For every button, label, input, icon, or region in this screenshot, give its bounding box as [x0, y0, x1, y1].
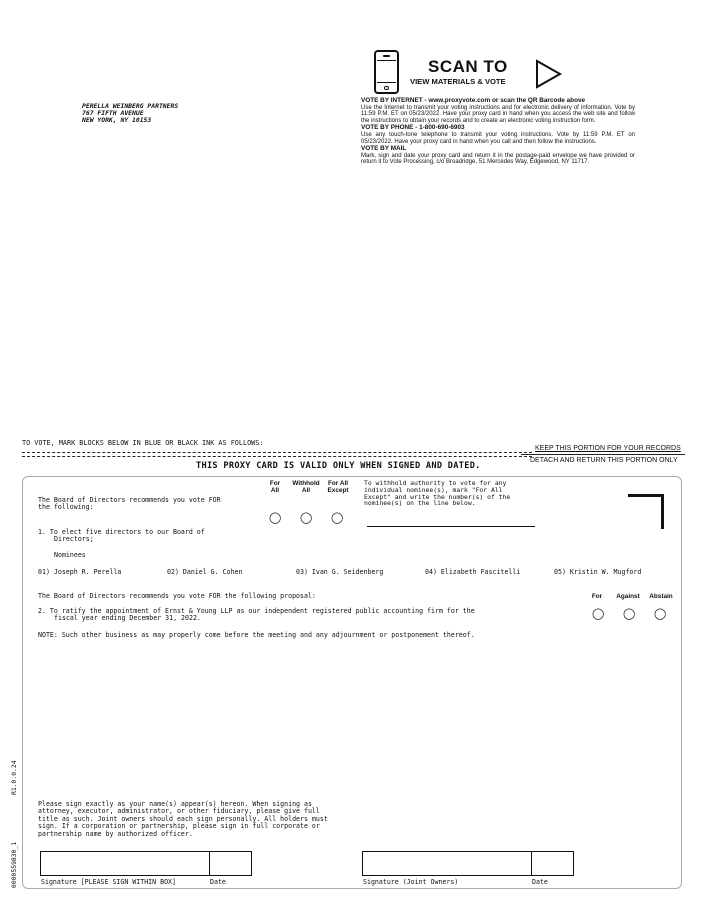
vote-against-oval[interactable]: ◯: [623, 608, 636, 620]
vote-for-oval[interactable]: ◯: [592, 608, 605, 620]
sender-line-1: PERELLA WEINBERG PARTNERS: [82, 102, 179, 110]
vote-abstain-oval[interactable]: ◯: [654, 608, 667, 620]
board-rec-1: The Board of Directors recommends you vote FOR: [38, 496, 221, 504]
vote-for-all-oval[interactable]: ◯: [269, 512, 282, 524]
proposal-1-text: 1. To elect five directors to our Board of: [38, 528, 205, 536]
joint-signature-label: Signature (Joint Owners): [363, 878, 459, 886]
proposal-2-text-cont: fiscal year ending December 31, 2022.: [54, 614, 201, 622]
note-text: NOTE: Such other business as may properly come before the meeting and any adjournment or postponement thereof.: [38, 631, 475, 639]
play-arrow-icon: [535, 59, 563, 89]
board-rec-2: The Board of Directors recommends you vote FOR the following proposal:: [38, 592, 316, 600]
col-against: Against: [616, 593, 640, 600]
smartphone-icon: [374, 50, 399, 94]
proposal-2-text: 2. To ratify the appointment of Ernst & Young LLP as our independent registered public accounting firm for the: [38, 607, 475, 615]
signing-instructions: Please sign exactly as your name(s) appear(s) hereon. When signing as attorney, executor, administrator, or other fiduciary, please give full title as such. Joint owners should each sign personally. All holders must sign. If a corporation or partnership, please sign in full corporate or partnership name by authorized officer.: [38, 800, 328, 838]
joint-signature-box[interactable]: [362, 851, 532, 876]
withhold-instruction: To withhold authority to vote for any individual nominee(s), mark "For All Except" and write the number(s) of the nominee(s) on the line below.: [364, 479, 511, 508]
sender-line-3: NEW YORK, NY 10153: [82, 116, 152, 124]
to-vote-instruction: TO VOTE, MARK BLOCKS BELOW IN BLUE OR BLACK INK AS FOLLOWS:: [22, 439, 264, 447]
tear-line: [22, 452, 532, 453]
phone-text: Use any touch-tone telephone to transmit your voting instructions. Vote by 11:59 P.M. ET on 05/23/2022. Have your proxy card in hand when you call and then follow the instructions.: [361, 131, 635, 145]
keep-divider: [521, 454, 685, 455]
vote-withhold-all-oval[interactable]: ◯: [300, 512, 313, 524]
nominee-item: 01) Joseph R. Perella: [38, 568, 122, 576]
nominee-item: 03) Ivan G. Seidenberg: [296, 568, 384, 576]
nominees-label: Nominees: [54, 551, 86, 559]
valid-notice: THIS PROXY CARD IS VALID ONLY WHEN SIGNED AND DATED.: [196, 461, 481, 471]
col-withhold-all: Withhold All: [292, 480, 320, 494]
vote-for-all-except-oval[interactable]: ◯: [331, 512, 344, 524]
nominee-item: 05) Kristin W. Mugford: [554, 568, 642, 576]
board-rec-1b: the following:: [38, 503, 94, 511]
sender-address: [82, 103, 178, 124]
col-for-all-except: For All Except: [327, 480, 349, 494]
version-code: R1.0.0.24: [10, 760, 18, 795]
nominee-item: 02) Daniel G. Cohen: [167, 568, 243, 576]
keep-portion-label: KEEP THIS PORTION FOR YOUR RECORDS: [535, 445, 681, 452]
control-code: 0000559830_1: [10, 841, 18, 888]
detach-portion-label: DETACH AND RETURN THIS PORTION ONLY: [530, 457, 678, 464]
nominee-item: 04) Elizabeth Fascitelli: [425, 568, 521, 576]
signature-box[interactable]: [40, 851, 210, 876]
internet-text: Use the Internet to transmit your voting instructions and for electronic delivery of information. Vote by 11:59 P.M. ET on 05/23/2022. Have your proxy card in hand when you access the web site and follow the instructions to obtain your records and to create an electronic voting instruction form.: [361, 104, 635, 124]
phone-heading: VOTE BY PHONE - 1-800-690-6903: [361, 124, 465, 132]
except-nominee-line[interactable]: [367, 526, 535, 527]
col-for: For: [591, 593, 603, 600]
date-label: Date: [210, 878, 226, 886]
col-for-all: For All: [269, 480, 281, 494]
voting-instructions: [361, 97, 635, 167]
joint-date-label: Date: [532, 878, 548, 886]
col-abstain: Abstain: [649, 593, 673, 600]
date-box[interactable]: [209, 851, 252, 876]
mail-heading: VOTE BY MAIL: [361, 145, 407, 153]
signature-label: Signature [PLEASE SIGN WITHIN BOX]: [41, 878, 176, 886]
mail-text: Mark, sign and date your proxy card and return it in the postage-paid envelope we have provided or return it to Vote Processing, c/o Broadridge, 51 Mercedes Way, Edgewood, NY 11717.: [361, 152, 635, 166]
scan-title: SCAN TO: [428, 57, 508, 76]
scan-subtitle: VIEW MATERIALS & VOTE: [410, 77, 506, 86]
joint-date-box[interactable]: [531, 851, 574, 876]
tear-line-2: [22, 456, 532, 457]
sender-line-2: 767 FIFTH AVENUE: [82, 109, 144, 117]
corner-mark: [628, 494, 664, 529]
internet-heading: VOTE BY INTERNET - www.proxyvote.com or scan the QR Barcode above: [361, 97, 586, 104]
proposal-1-text-cont: Directors;: [54, 535, 94, 543]
